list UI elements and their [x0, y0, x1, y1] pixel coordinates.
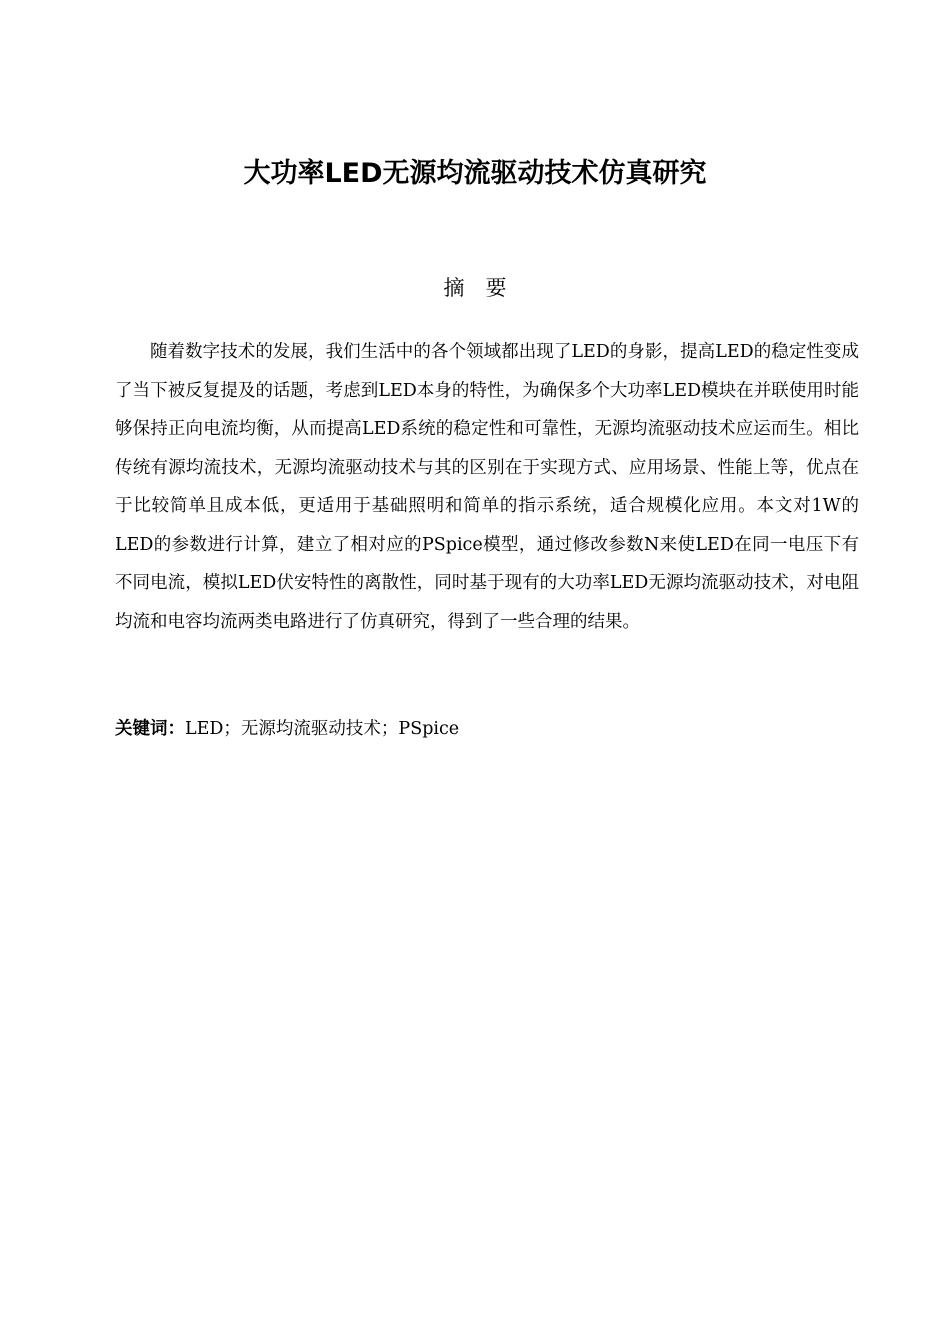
keywords-label: 关键词：: [115, 719, 185, 739]
paper-title: 大功率LED无源均流驱动技术仿真研究: [243, 158, 707, 189]
keywords-line: [115, 710, 859, 748]
keywords-list: LED；无源均流驱动技术；PSpice: [185, 719, 460, 739]
abstract-heading: 摘 要: [443, 276, 507, 300]
abstract-body: 随着数字技术的发展，我们生活中的各个领域都出现了LED的身影，提高LED的稳定性变成了当下被反复提及的话题，考虑到LED本身的特性，为确保多个大功率LED模块在并联使用时能够保持正向电流均衡，从而提高LED系统的稳定性和可靠性，无源均流驱动技术应运而生。相比传统有源均流技术，无源均流驱动技术与其的区别在于实现方式、应用场景、性能上等，优点在于比较简单且成本低，更适用于基础照明和简单的指示系统，适合规模化应用。本文对1W的LED的参数进行计算，建立了相对应的PSpice模型，通过修改参数N来使LED在同一电压下有不同电流，模拟LED伏安特性的离散性，同时基于现有的大功率LED无源均流驱动技术，对电阻均流和电容均流两类电路进行了仿真研究，得到了一些合理的结果。: [115, 342, 859, 632]
